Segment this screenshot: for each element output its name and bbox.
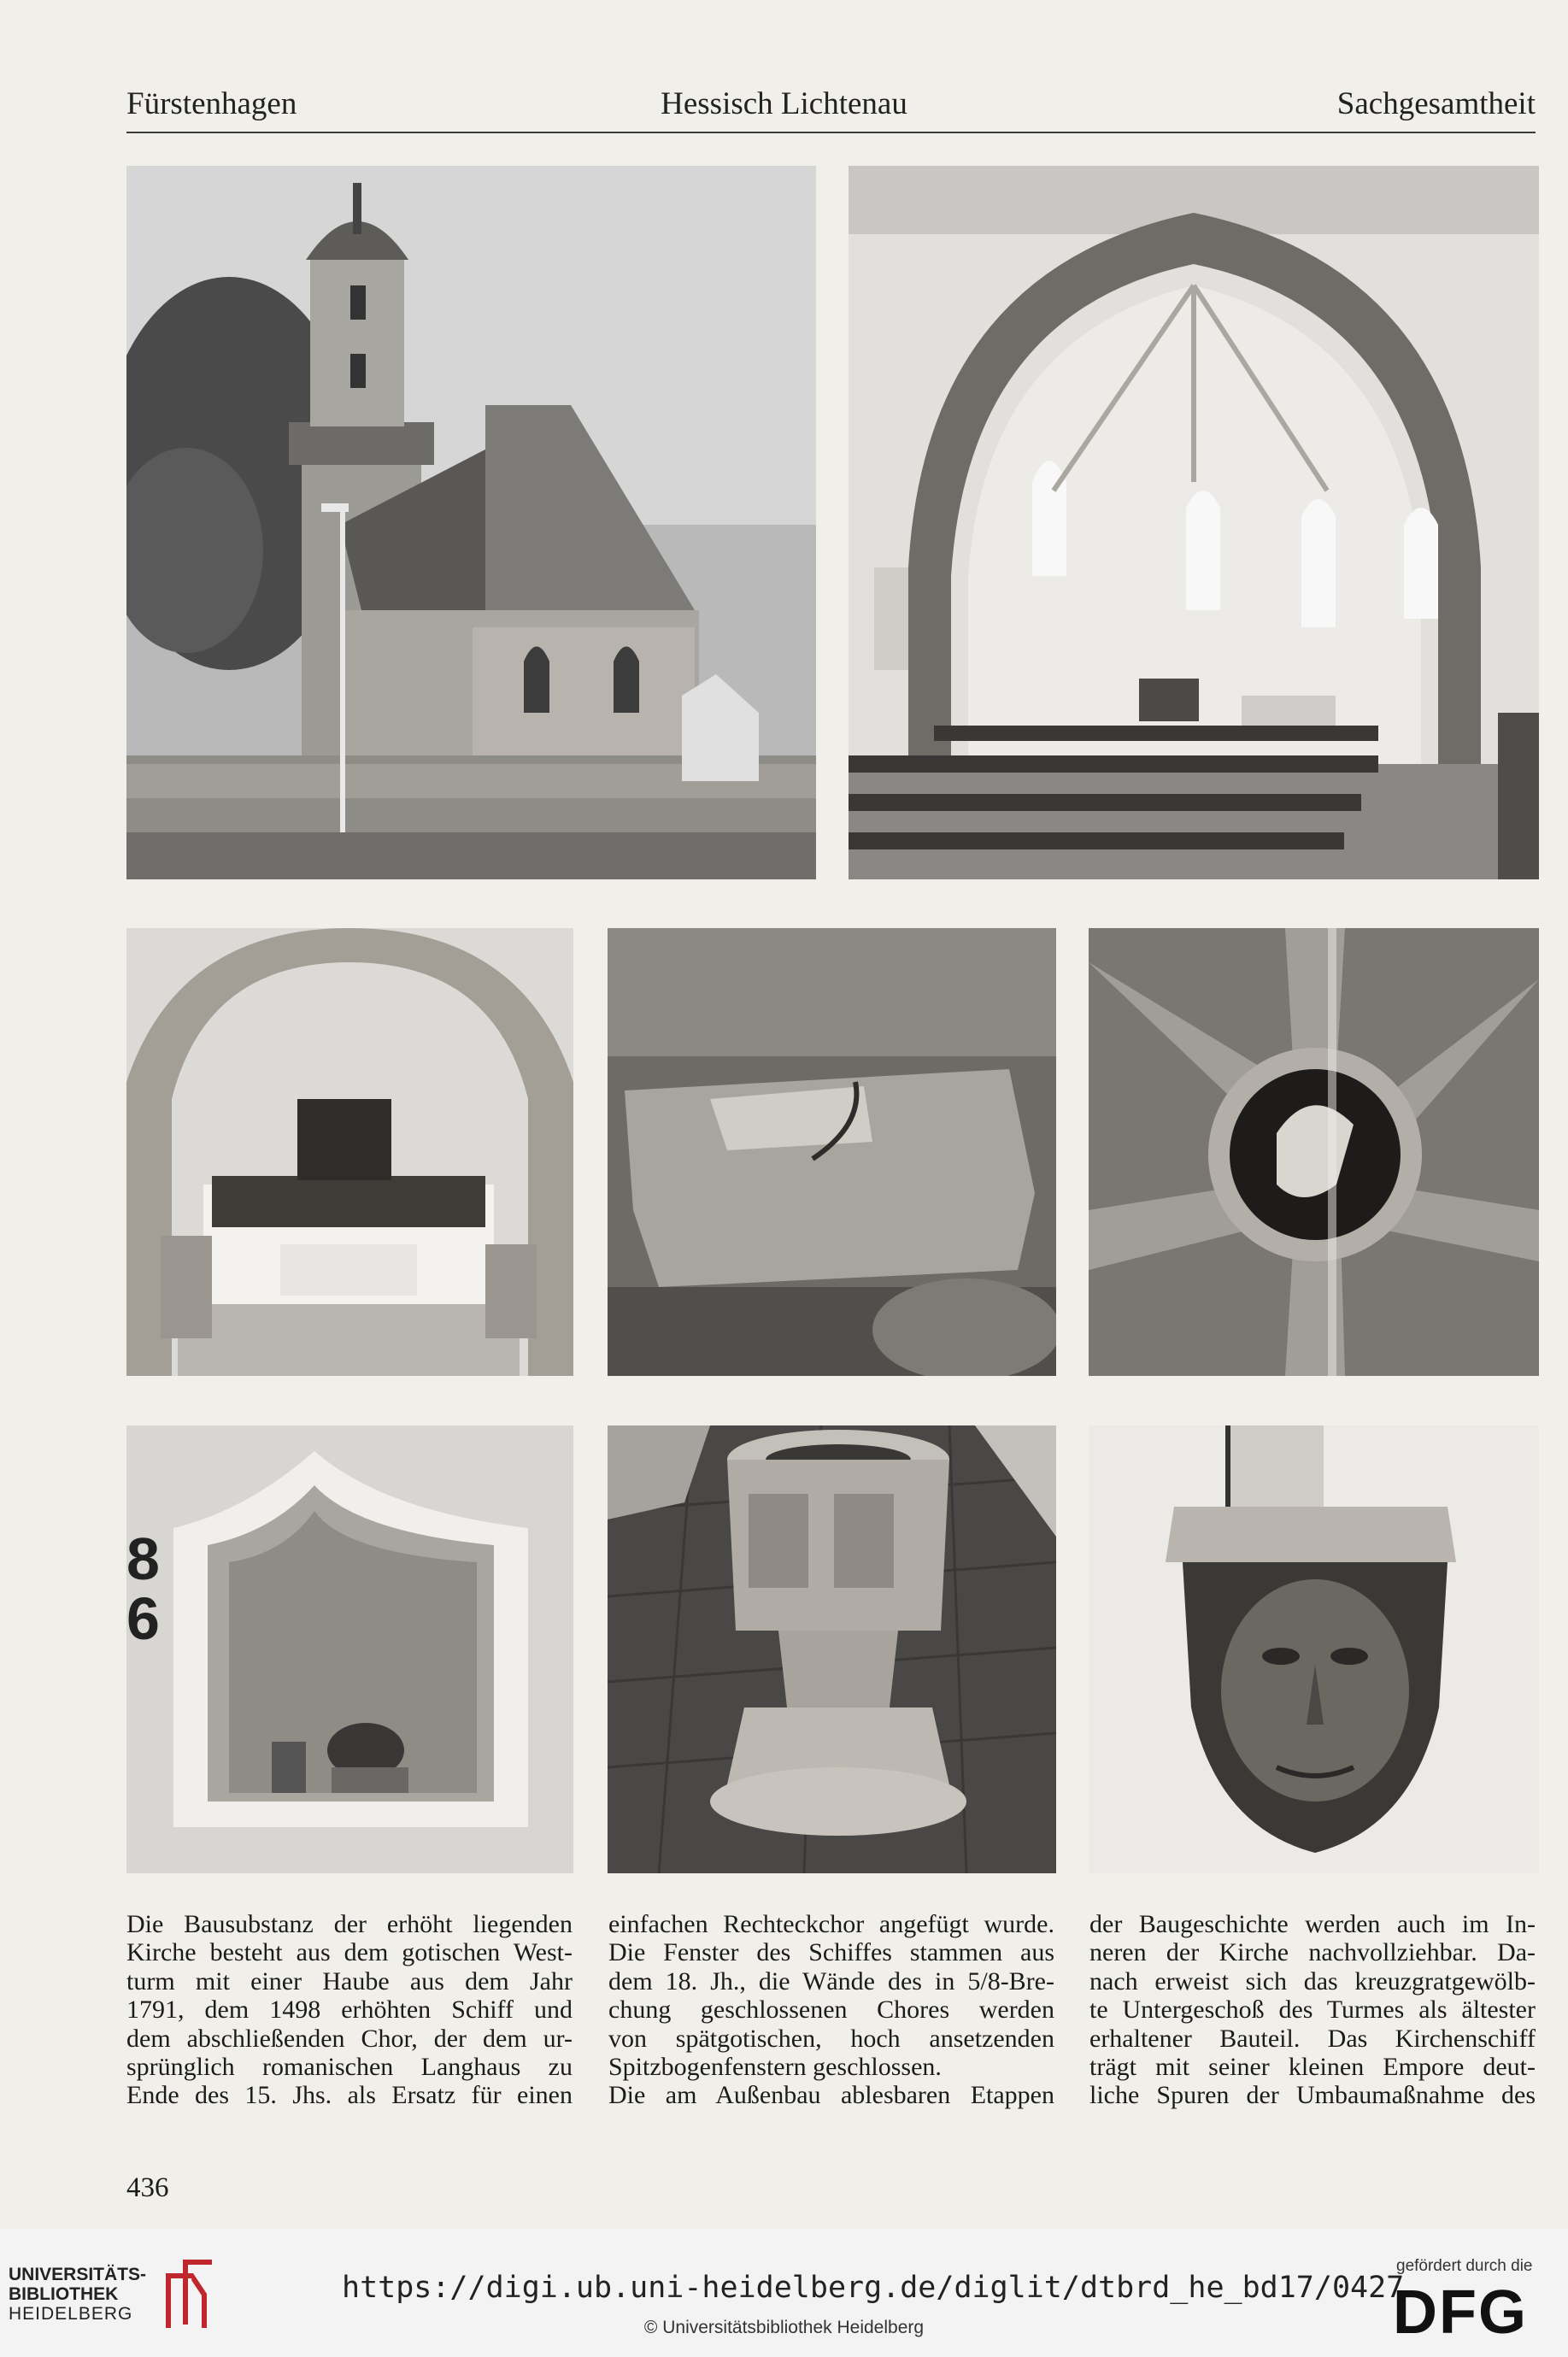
text-line: turm mit einer Haube aus dem Jahr: [126, 1966, 573, 1996]
text-line: dem abschließenden Chor, der dem ur-: [126, 2024, 573, 2053]
logo-line: HEIDELBERG: [9, 2304, 133, 2324]
logo-line: BIBLIOTHEK: [9, 2284, 119, 2304]
text-line: Spitzbogenfenstern geschlossen.: [608, 2053, 942, 2082]
running-header-center: Hessisch Lichtenau: [661, 86, 907, 121]
text-line: liche Spuren der Umbaumaßnahme des: [1089, 2081, 1536, 2110]
baptismal-font-photo: [608, 1425, 1056, 1873]
text-line: sprünglich romanischen Langhaus zu: [126, 2053, 573, 2082]
text-column-1: [126, 1910, 573, 2110]
text-line: Die Bausubstanz der erhöht liegenden: [126, 1910, 573, 1938]
text-line: erhaltener Bauteil. Das Kirchenschiff: [1089, 2024, 1536, 2053]
text-line: neren der Kirche nachvollziehbar. Da-: [1089, 1938, 1536, 1967]
corbel-head-photo: [1089, 1425, 1539, 1873]
text-line: Ende des 15. Jhs. als Ersatz für einen: [126, 2081, 573, 2110]
text-line: chung geschlossenen Chores werden: [608, 1996, 1054, 2025]
text-line: Kirche besteht aus dem gotischen West-: [126, 1938, 573, 1967]
dfg-caption: gefördert durch die: [1396, 2257, 1533, 2275]
wall-niche-photo: [126, 1425, 573, 1873]
header-rule: [126, 132, 1536, 133]
text-line: nach erweist sich das kreuzgratgewölb-: [1089, 1966, 1536, 1996]
running-header-right: Sachgesamtheit: [1336, 86, 1536, 121]
text-line: einfachen Rechteckchor angefügt wurde.: [608, 1910, 1054, 1938]
church-interior-choir-photo: [849, 166, 1539, 879]
text-column-3: [1089, 1910, 1536, 2110]
vault-keystone-photo: [1089, 928, 1539, 1376]
text-column-2: [608, 1910, 1054, 2110]
text-line: von spätgotischen, hoch ansetzenden: [608, 2024, 1054, 2053]
text-line: trägt mit seiner kleinen Empore deut-: [1089, 2053, 1536, 2082]
text-line: Die am Außenbau ablesbaren Etappen: [608, 2081, 1054, 2110]
church-interior-organ-photo: [126, 928, 573, 1376]
permalink-url[interactable]: https://digi.ub.uni-heidelberg.de/diglit/dtbrd_he_bd17/0427: [342, 2271, 1405, 2305]
church-exterior-photo: [126, 166, 816, 879]
text-line: dem 18. Jh., die Wände des in 5/8-Bre-: [608, 1966, 1054, 1996]
text-line: 1791, dem 1498 erhöhten Schiff und: [126, 1996, 573, 2025]
copyright-notice: © Universitätsbibliothek Heidelberg: [643, 2318, 925, 2337]
text-line: der Baugeschichte werden auch im In-: [1089, 1910, 1536, 1938]
logo-line: UNIVERSITÄTS-: [9, 2265, 147, 2284]
svg-text:6: 6: [126, 1585, 160, 1652]
library-logo-text[interactable]: [9, 2265, 146, 2324]
page-number: 436: [126, 2172, 169, 2203]
running-header-left: Fürstenhagen: [126, 86, 297, 121]
dfg-logo[interactable]: DFG: [1393, 2278, 1528, 2347]
svg-text:8: 8: [126, 1525, 160, 1592]
text-line: te Untergeschoß des Turmes als ältester: [1089, 1996, 1536, 2025]
text-line: Die Fenster des Schiffes stammen aus: [608, 1938, 1054, 1967]
stone-fragment-photo: [608, 928, 1056, 1376]
